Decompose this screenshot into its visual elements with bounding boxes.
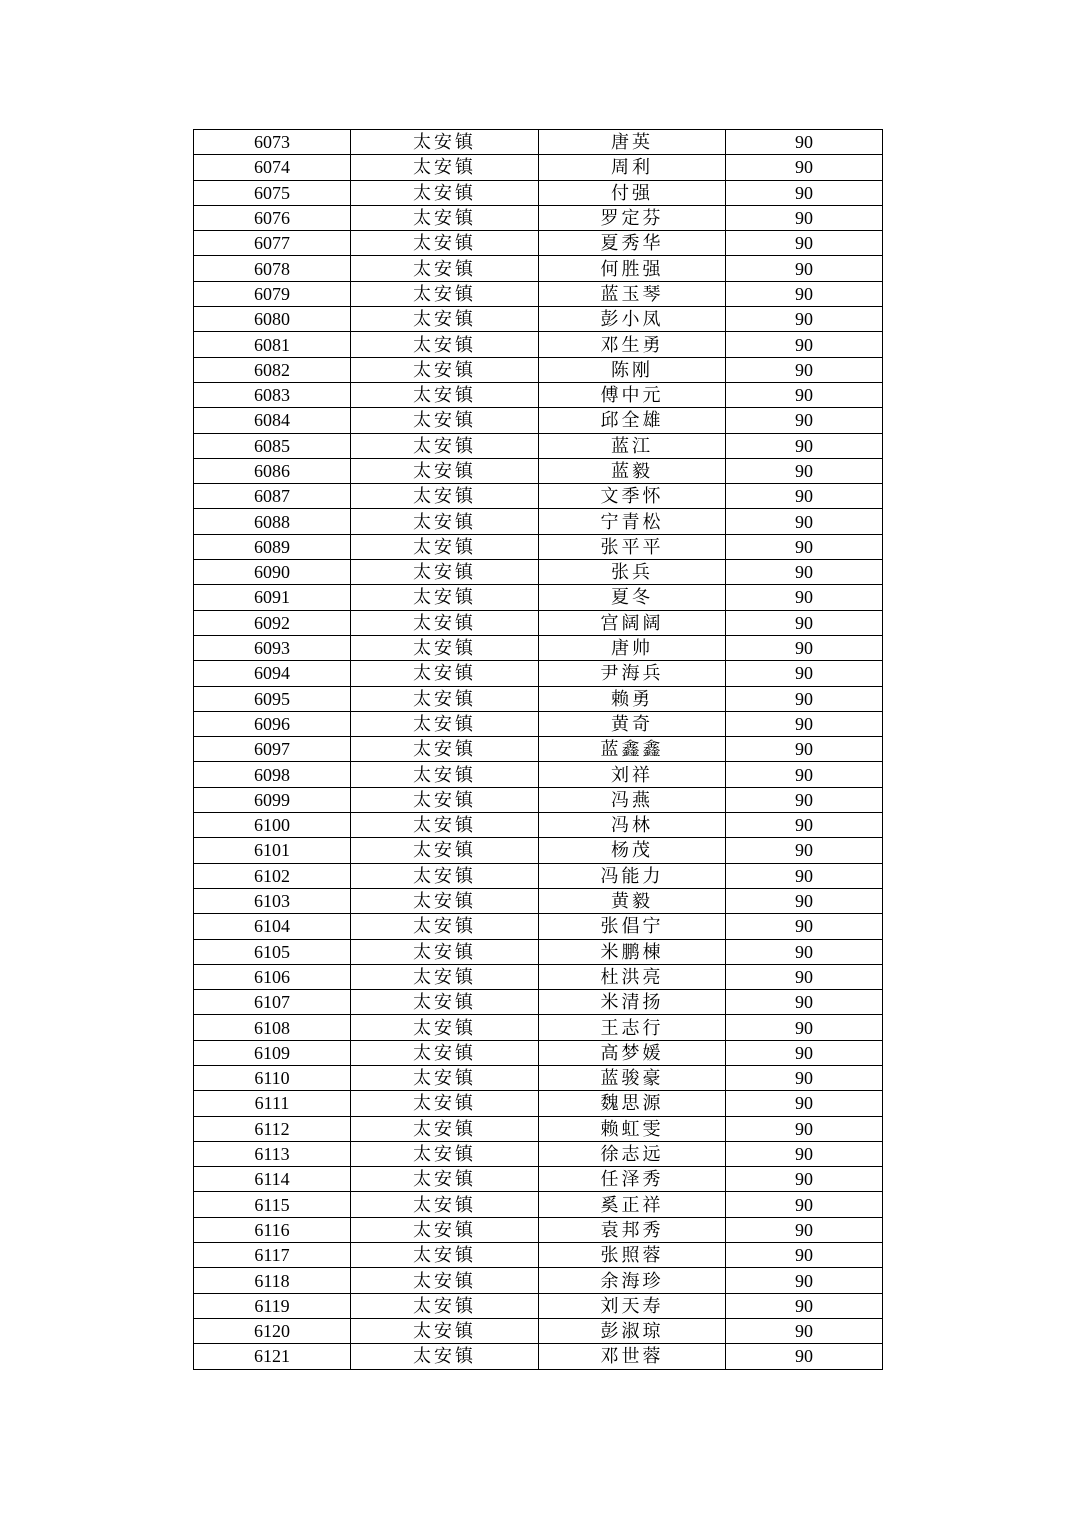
row-number-cell: 6111 [194,1091,351,1116]
score-value-cell: 90 [726,1065,883,1090]
town-name-cell: 太安镇 [351,610,539,635]
row-number-cell: 6088 [194,509,351,534]
score-value-cell: 90 [726,509,883,534]
row-number-cell: 6103 [194,888,351,913]
score-value-cell: 90 [726,610,883,635]
score-value-cell: 90 [726,863,883,888]
row-number-cell: 6095 [194,686,351,711]
row-number-cell: 6090 [194,560,351,585]
score-value-cell: 90 [726,281,883,306]
person-name-cell: 尹海兵 [539,661,726,686]
town-name-cell: 太安镇 [351,205,539,230]
person-name-cell: 余海珍 [539,1268,726,1293]
row-number-cell: 6098 [194,762,351,787]
person-name-cell: 刘天寿 [539,1293,726,1318]
town-name-cell: 太安镇 [351,585,539,610]
person-name-cell: 蓝玉琴 [539,281,726,306]
table-row [194,1318,883,1343]
table-row [194,1040,883,1065]
row-number-cell: 6117 [194,1243,351,1268]
person-name-cell: 冯能力 [539,863,726,888]
town-name-cell: 太安镇 [351,1065,539,1090]
person-name-cell: 宁青松 [539,509,726,534]
row-number-cell: 6101 [194,838,351,863]
town-name-cell: 太安镇 [351,863,539,888]
person-name-cell: 杨茂 [539,838,726,863]
row-number-cell: 6081 [194,332,351,357]
table-row [194,1217,883,1242]
person-name-cell: 文季怀 [539,484,726,509]
person-name-cell: 邓生勇 [539,332,726,357]
roster-table-body [194,130,883,1370]
town-name-cell: 太安镇 [351,1167,539,1192]
table-row [194,762,883,787]
score-value-cell: 90 [726,180,883,205]
row-number-cell: 6108 [194,1015,351,1040]
row-number-cell: 6085 [194,433,351,458]
row-number-cell: 6099 [194,787,351,812]
score-value-cell: 90 [726,686,883,711]
row-number-cell: 6079 [194,281,351,306]
town-name-cell: 太安镇 [351,1141,539,1166]
table-row [194,610,883,635]
town-name-cell: 太安镇 [351,1243,539,1268]
person-name-cell: 付强 [539,180,726,205]
person-name-cell: 杜洪亮 [539,964,726,989]
score-value-cell: 90 [726,1141,883,1166]
score-value-cell: 90 [726,484,883,509]
person-name-cell: 徐志远 [539,1141,726,1166]
table-row [194,130,883,155]
score-value-cell: 90 [726,256,883,281]
town-name-cell: 太安镇 [351,484,539,509]
score-value-cell: 90 [726,1293,883,1318]
town-name-cell: 太安镇 [351,307,539,332]
score-value-cell: 90 [726,155,883,180]
person-name-cell: 任泽秀 [539,1167,726,1192]
person-name-cell: 魏思源 [539,1091,726,1116]
score-value-cell: 90 [726,888,883,913]
row-number-cell: 6092 [194,610,351,635]
person-name-cell: 邱全雄 [539,408,726,433]
table-row [194,484,883,509]
table-row [194,180,883,205]
table-row [194,1091,883,1116]
score-value-cell: 90 [726,205,883,230]
person-name-cell: 张照蓉 [539,1243,726,1268]
table-row [194,1268,883,1293]
table-row [194,787,883,812]
score-value-cell: 90 [726,1167,883,1192]
town-name-cell: 太安镇 [351,762,539,787]
score-value-cell: 90 [726,635,883,660]
table-row [194,1243,883,1268]
row-number-cell: 6120 [194,1318,351,1343]
row-number-cell: 6114 [194,1167,351,1192]
score-value-cell: 90 [726,711,883,736]
table-row [194,1344,883,1369]
score-value-cell: 90 [726,1268,883,1293]
row-number-cell: 6104 [194,914,351,939]
score-value-cell: 90 [726,357,883,382]
table-row [194,686,883,711]
table-row [194,560,883,585]
table-row [194,711,883,736]
score-value-cell: 90 [726,433,883,458]
town-name-cell: 太安镇 [351,1015,539,1040]
score-value-cell: 90 [726,307,883,332]
table-row [194,1116,883,1141]
row-number-cell: 6083 [194,382,351,407]
row-number-cell: 6087 [194,484,351,509]
row-number-cell: 6089 [194,534,351,559]
score-value-cell: 90 [726,914,883,939]
person-name-cell: 彭小凤 [539,307,726,332]
town-name-cell: 太安镇 [351,686,539,711]
row-number-cell: 6118 [194,1268,351,1293]
score-value-cell: 90 [726,458,883,483]
town-name-cell: 太安镇 [351,1116,539,1141]
table-row [194,863,883,888]
table-row [194,1192,883,1217]
town-name-cell: 太安镇 [351,534,539,559]
town-name-cell: 太安镇 [351,509,539,534]
town-name-cell: 太安镇 [351,813,539,838]
table-row [194,888,883,913]
row-number-cell: 6115 [194,1192,351,1217]
person-name-cell: 米清扬 [539,990,726,1015]
table-row [194,635,883,660]
table-row [194,813,883,838]
score-value-cell: 90 [726,1217,883,1242]
person-name-cell: 奚正祥 [539,1192,726,1217]
table-row [194,281,883,306]
person-name-cell: 罗定芬 [539,205,726,230]
roster-table [193,129,883,1370]
person-name-cell: 袁邦秀 [539,1217,726,1242]
person-name-cell: 王志行 [539,1015,726,1040]
row-number-cell: 6078 [194,256,351,281]
person-name-cell: 彭淑琼 [539,1318,726,1343]
town-name-cell: 太安镇 [351,888,539,913]
town-name-cell: 太安镇 [351,1192,539,1217]
row-number-cell: 6107 [194,990,351,1015]
person-name-cell: 蓝江 [539,433,726,458]
score-value-cell: 90 [726,813,883,838]
town-name-cell: 太安镇 [351,256,539,281]
table-row [194,1065,883,1090]
town-name-cell: 太安镇 [351,661,539,686]
table-row [194,1141,883,1166]
table-row [194,231,883,256]
person-name-cell: 张兵 [539,560,726,585]
row-number-cell: 6091 [194,585,351,610]
row-number-cell: 6100 [194,813,351,838]
person-name-cell: 傅中元 [539,382,726,407]
person-name-cell: 唐英 [539,130,726,155]
town-name-cell: 太安镇 [351,914,539,939]
town-name-cell: 太安镇 [351,458,539,483]
person-name-cell: 黄奇 [539,711,726,736]
table-row [194,408,883,433]
score-value-cell: 90 [726,585,883,610]
town-name-cell: 太安镇 [351,1344,539,1369]
town-name-cell: 太安镇 [351,1293,539,1318]
score-value-cell: 90 [726,1015,883,1040]
table-row [194,585,883,610]
row-number-cell: 6077 [194,231,351,256]
table-row [194,838,883,863]
table-row [194,964,883,989]
town-name-cell: 太安镇 [351,1091,539,1116]
row-number-cell: 6074 [194,155,351,180]
score-value-cell: 90 [726,1091,883,1116]
town-name-cell: 太安镇 [351,433,539,458]
town-name-cell: 太安镇 [351,180,539,205]
table-row [194,990,883,1015]
town-name-cell: 太安镇 [351,560,539,585]
person-name-cell: 刘祥 [539,762,726,787]
town-name-cell: 太安镇 [351,1318,539,1343]
row-number-cell: 6096 [194,711,351,736]
table-row [194,939,883,964]
person-name-cell: 赖勇 [539,686,726,711]
person-name-cell: 夏冬 [539,585,726,610]
score-value-cell: 90 [726,408,883,433]
row-number-cell: 6086 [194,458,351,483]
score-value-cell: 90 [726,130,883,155]
town-name-cell: 太安镇 [351,737,539,762]
score-value-cell: 90 [726,964,883,989]
table-row [194,1293,883,1318]
row-number-cell: 6094 [194,661,351,686]
score-value-cell: 90 [726,1192,883,1217]
town-name-cell: 太安镇 [351,155,539,180]
person-name-cell: 邓世蓉 [539,1344,726,1369]
row-number-cell: 6102 [194,863,351,888]
row-number-cell: 6080 [194,307,351,332]
score-value-cell: 90 [726,661,883,686]
person-name-cell: 何胜强 [539,256,726,281]
score-value-cell: 90 [726,1318,883,1343]
score-value-cell: 90 [726,1040,883,1065]
row-number-cell: 6106 [194,964,351,989]
town-name-cell: 太安镇 [351,711,539,736]
score-value-cell: 90 [726,838,883,863]
table-row [194,914,883,939]
row-number-cell: 6076 [194,205,351,230]
score-value-cell: 90 [726,1344,883,1369]
row-number-cell: 6105 [194,939,351,964]
score-value-cell: 90 [726,231,883,256]
town-name-cell: 太安镇 [351,990,539,1015]
table-row [194,433,883,458]
person-name-cell: 陈刚 [539,357,726,382]
person-name-cell: 张倡宁 [539,914,726,939]
row-number-cell: 6110 [194,1065,351,1090]
row-number-cell: 6097 [194,737,351,762]
row-number-cell: 6073 [194,130,351,155]
town-name-cell: 太安镇 [351,130,539,155]
town-name-cell: 太安镇 [351,1217,539,1242]
table-row [194,307,883,332]
town-name-cell: 太安镇 [351,231,539,256]
table-row [194,1167,883,1192]
row-number-cell: 6093 [194,635,351,660]
table-row [194,382,883,407]
score-value-cell: 90 [726,1116,883,1141]
table-row [194,205,883,230]
score-value-cell: 90 [726,762,883,787]
person-name-cell: 高梦媛 [539,1040,726,1065]
score-value-cell: 90 [726,737,883,762]
table-row [194,332,883,357]
person-name-cell: 黄毅 [539,888,726,913]
town-name-cell: 太安镇 [351,939,539,964]
person-name-cell: 宫阔阔 [539,610,726,635]
person-name-cell: 唐帅 [539,635,726,660]
table-row [194,357,883,382]
town-name-cell: 太安镇 [351,1040,539,1065]
row-number-cell: 6084 [194,408,351,433]
row-number-cell: 6113 [194,1141,351,1166]
score-value-cell: 90 [726,787,883,812]
town-name-cell: 太安镇 [351,1268,539,1293]
table-row [194,458,883,483]
person-name-cell: 蓝骏豪 [539,1065,726,1090]
person-name-cell: 蓝鑫鑫 [539,737,726,762]
town-name-cell: 太安镇 [351,408,539,433]
town-name-cell: 太安镇 [351,838,539,863]
row-number-cell: 6119 [194,1293,351,1318]
person-name-cell: 蓝毅 [539,458,726,483]
score-value-cell: 90 [726,1243,883,1268]
table-row [194,737,883,762]
table-row [194,256,883,281]
person-name-cell: 冯林 [539,813,726,838]
row-number-cell: 6116 [194,1217,351,1242]
row-number-cell: 6075 [194,180,351,205]
table-row [194,534,883,559]
town-name-cell: 太安镇 [351,635,539,660]
row-number-cell: 6109 [194,1040,351,1065]
town-name-cell: 太安镇 [351,787,539,812]
score-value-cell: 90 [726,382,883,407]
town-name-cell: 太安镇 [351,332,539,357]
table-row [194,155,883,180]
town-name-cell: 太安镇 [351,281,539,306]
town-name-cell: 太安镇 [351,357,539,382]
score-value-cell: 90 [726,332,883,357]
person-name-cell: 张平平 [539,534,726,559]
row-number-cell: 6082 [194,357,351,382]
score-value-cell: 90 [726,990,883,1015]
table-row [194,1015,883,1040]
person-name-cell: 周利 [539,155,726,180]
town-name-cell: 太安镇 [351,382,539,407]
row-number-cell: 6121 [194,1344,351,1369]
score-value-cell: 90 [726,560,883,585]
person-name-cell: 夏秀华 [539,231,726,256]
person-name-cell: 冯燕 [539,787,726,812]
row-number-cell: 6112 [194,1116,351,1141]
score-value-cell: 90 [726,534,883,559]
score-value-cell: 90 [726,939,883,964]
town-name-cell: 太安镇 [351,964,539,989]
person-name-cell: 赖虹雯 [539,1116,726,1141]
table-row [194,509,883,534]
person-name-cell: 米鹏棟 [539,939,726,964]
table-row [194,661,883,686]
